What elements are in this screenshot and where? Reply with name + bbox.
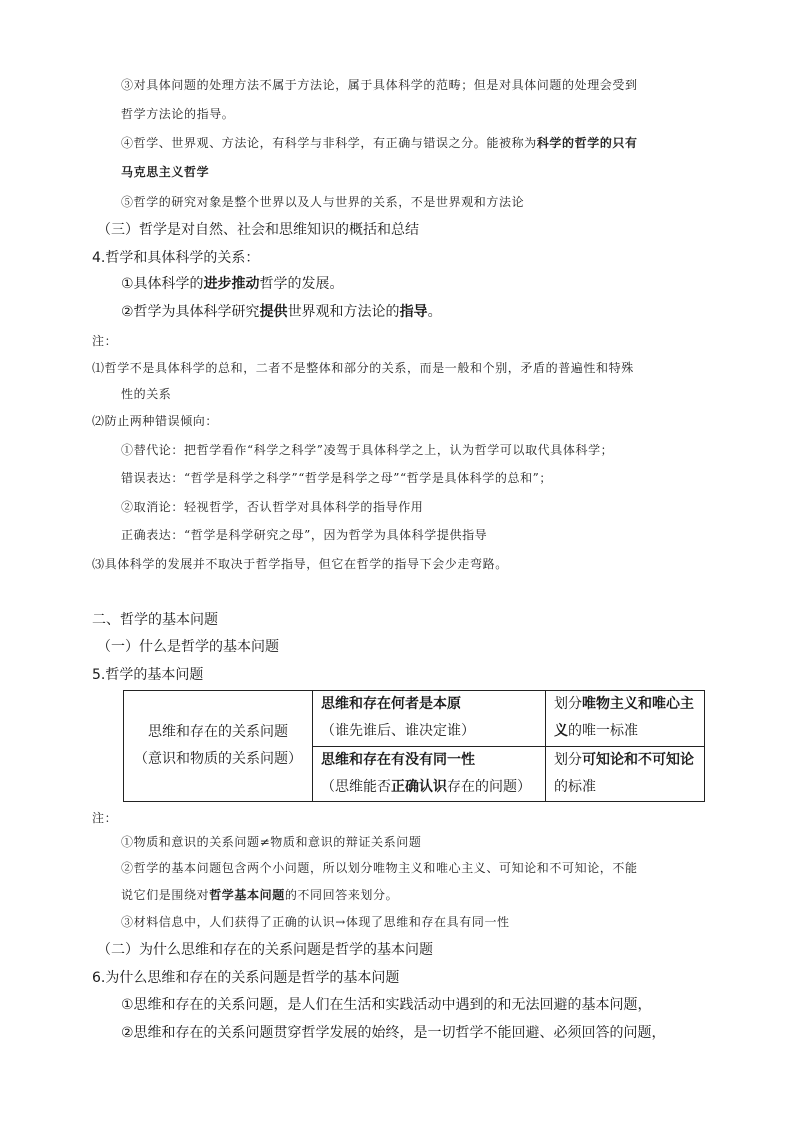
cell-text [554,747,704,774]
paragraph-line: ①思维和存在的关系问题，是人们在生活和实践活动中遇到的和无法回避的基本问题， [121,997,652,1013]
paragraph-line: ⑶具体科学的发展并不取决于哲学指导，但它在哲学的指导下会少走弯路。 [92,557,508,571]
bold-text: 正确认识 [391,778,447,795]
text-span: ②哲学为具体科学研究 [121,304,260,320]
paragraph-line [121,274,344,294]
text-span: 的不同回答来划分。 [284,888,399,902]
paragraph-line: ①物质和意识的关系问题≠物质和意识的辩证关系问题 [121,835,422,849]
paragraph-line: 错误表达：“哲学是科学之科学”“哲学是科学之母”“哲学是具体科学的总和”； [121,471,553,485]
bold-text: 唯物主义和唯心主 [582,696,694,713]
note-label: 注： [92,334,118,348]
section-heading: （三）哲学是对自然、社会和思维知识的概括和总结 [97,222,419,238]
paragraph-line: 正确表达：“哲学是科学研究之母”，因为哲学为具体科学提供指导 [121,528,488,542]
paragraph-line: ③材料信息中，人们获得了正确的认识→体现了思维和存在具有同一性 [121,915,510,929]
cell-text: （意识和物质的关系问题） [134,751,302,767]
paragraph-line: ①替代论：把哲学看作“科学之科学”凌驾于具体科学之上，认为哲学可以取代具体科学； [121,443,614,457]
text-span: 划分 [554,696,582,713]
item-heading: 4.哲学和具体科学的关系： [92,250,260,266]
paragraph-line [121,133,638,153]
cell-text [554,691,704,718]
cell-text: （谁先谁后、谁决定谁） [321,723,475,740]
paragraph-line [121,162,209,182]
text-span: 说它们是围绕对 [121,888,210,902]
paragraph-line: 哲学方法论的指导。 [121,107,235,121]
cell-text [321,691,545,718]
cell-text [321,747,545,774]
bold-text: 马克思主义哲学 [121,165,210,179]
table-cell [546,691,705,747]
text-span: 存在的问题） [447,778,531,795]
cell-text [554,718,704,745]
table-row [124,691,705,747]
paragraph-line: ②取消论：轻视哲学，否认哲学对具体科学的指导作用 [121,500,424,514]
paragraph-line: 性的关系 [121,387,172,401]
item-heading: 6.为什么思维和存在的关系问题是哲学的基本问题 [92,970,400,986]
paragraph-line: ②哲学的基本问题包含两个小问题，所以划分唯物主义和唯心主义、可知论和不可知论，不能 [121,861,638,875]
table-cell [546,746,705,802]
table-cell [124,691,313,802]
table-cell [313,691,546,747]
bold-text: 可知论和不可知论 [582,751,694,768]
bold-text: 科学的哲学的只有 [536,136,638,150]
text-span: 划分 [554,751,582,768]
paragraph-line: ③对具体问题的处理方法不属于方法论，属于具体科学的范畴；但是对具体问题的处理会受到 [121,78,638,92]
paragraph-line: ⑵防止两种错误倾向： [92,414,219,428]
bold-text: 进步推动 [203,276,260,292]
bold-text: 思维和存在有没有同一性 [321,751,475,768]
paragraph-line: ⑴哲学不是具体科学的总和，二者不是整体和部分的关系，而是一般和个别，矛盾的普遍性和特殊 [92,361,634,375]
text-span: 哲学的发展。 [259,276,344,292]
text-span: （思维能否 [321,778,391,795]
section-heading: （一）什么是哲学的基本问题 [97,639,279,655]
bold-text: 指导 [399,304,428,320]
cell-text: 思维和存在的关系问题 [148,724,288,740]
cell-text: 的标准 [554,778,596,795]
basic-question-table [123,690,705,802]
paragraph-line: ⑤哲学的研究对象是整个世界以及人与世界的关系，不是世界观和方法论 [121,195,525,209]
text-span: ④哲学、世界观、方法论，有科学与非科学，有正确与错误之分。能被称为 [121,136,537,150]
text-span: 世界观和方法论的 [287,304,400,320]
text-span: 。 [427,304,442,320]
table-cell [313,746,546,802]
section-heading: 二、哲学的基本问题 [92,612,218,628]
text-span: 的唯一标准 [568,723,638,740]
cell-text [321,774,545,801]
bold-text: 提供 [259,304,288,320]
paragraph-line [121,885,398,905]
paragraph-line [121,302,442,322]
bold-text: 义 [554,723,568,740]
item-heading: 5.哲学的基本问题 [92,667,204,683]
note-label: 注： [92,811,118,825]
bold-text: 思维和存在何者是本原 [321,696,461,713]
text-span: ①具体科学的 [121,276,204,292]
section-heading: （二）为什么思维和存在的关系问题是哲学的基本问题 [97,942,433,958]
paragraph-line: ②思维和存在的关系问题贯穿哲学发展的始终，是一切哲学不能回避、必须回答的问题， [121,1025,666,1041]
bold-text: 哲学基本问题 [209,888,285,902]
